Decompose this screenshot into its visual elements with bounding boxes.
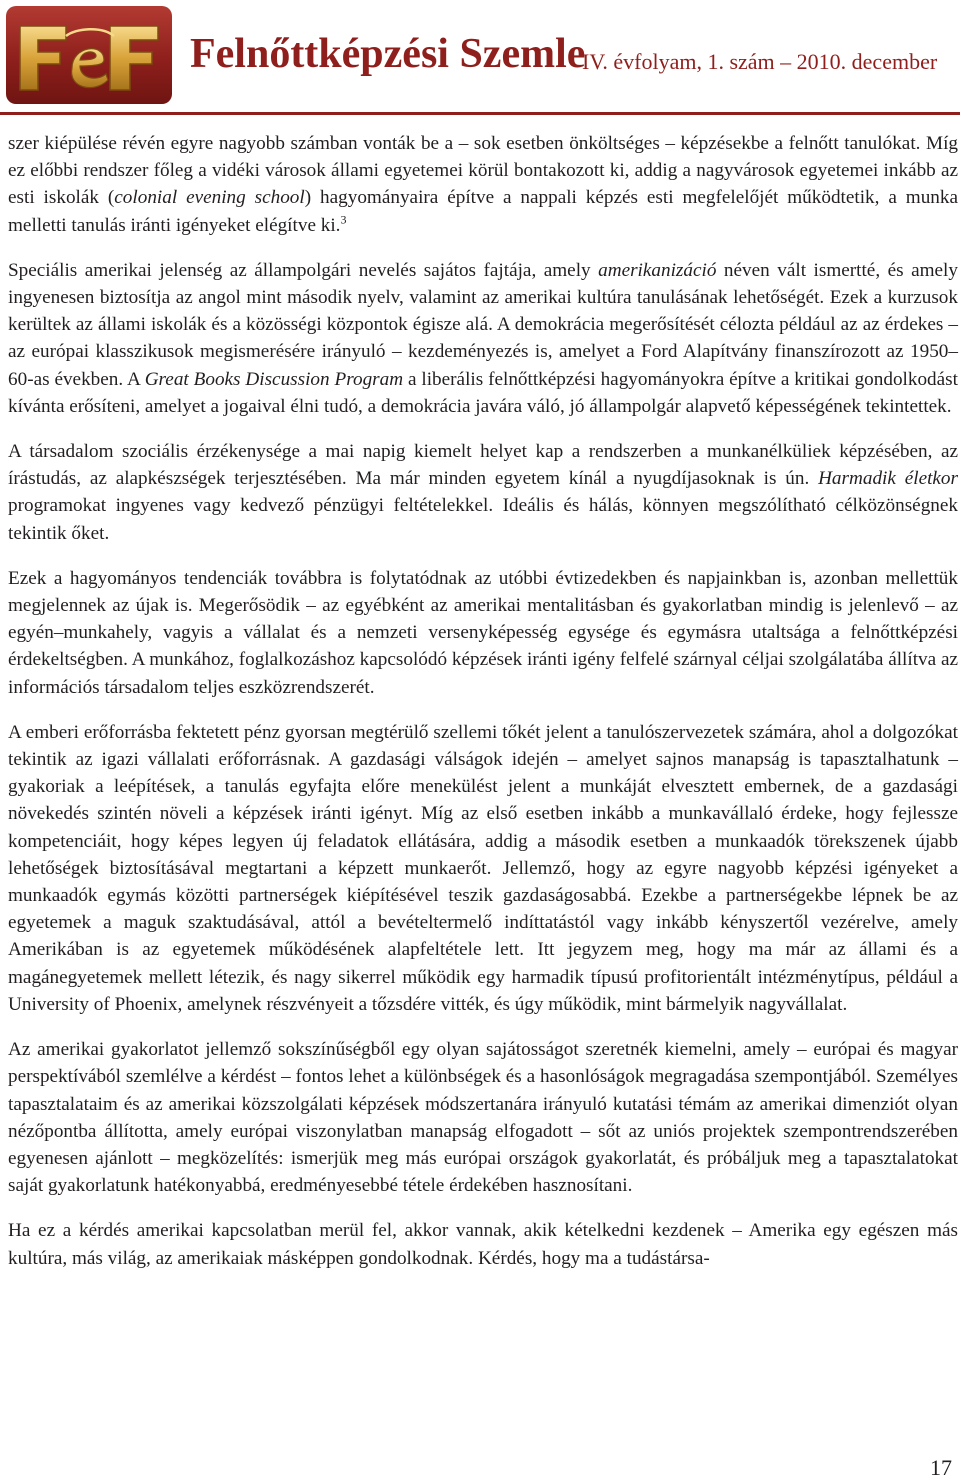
paragraph-text: Ha ez a kérdés amerikai kapcsolatban merül fel, akkor vannak, akik kételkedni kezdenek – Amerika egy egészen más kultúra, más világ, az amerikaiak másképpen gondolkodnak. Kérdés, hogy ma a tudástársa- (8, 1220, 958, 1269)
body-paragraph (8, 1217, 958, 1271)
paragraph-text: A társadalom szociális érzékenysége a mai napig kiemelt helyet kap a rendszerben a munkanélküliek képzésében, az írástudás, az alapkészségek terjesztésében. Ma már minden egyetem kínál a nyugdíjasoknak is ún. (8, 441, 958, 490)
body-paragraph (8, 1036, 958, 1199)
body-paragraph (8, 130, 958, 239)
footnote-reference: 3 (340, 212, 347, 227)
italic-term: Great Books Discussion Program (144, 368, 404, 390)
italic-term: Harmadik életkor (818, 468, 958, 490)
fef-logo-mark (6, 6, 172, 104)
header-divider (0, 112, 960, 115)
paragraph-text: A emberi erőforrásba fektetett pénz gyorsan megtérülő szellemi tőkét jelent a tanulószervezetek számára, ahol a dolgozókat tekintik az igazi vállalati erőforrásnak. A gazdasági válságok idején – amelyet sajnos manapság is tapasztalhatunk – gyakoriak a leépítések, a tanulás egyfajta előre menekülést jelent a munkáját elvesztett embernek, de a gazdasági növekedés szintén növeli a képzések iránti igényt. Míg az első esetben inkább a munkavállaló érdeke, hogy fejlessze kompetenciáit, hogy képes legyen új feladatok ellátására, addig a második esetben a munkaadók törekszenek újabb lehetőségek biztosításával megtartani a képzett munkaerőt. Jellemző, hogy az egyre nagyobb képzési igényeket a munkaadók egymás közötti partnerségek kiépítésével teszik gazdaságosabbá. Ezekbe a partnerségekbe lépnek be az egyetemek a maguk szaktudásával, attól a bevételtermelő indíttatástól vagy inkább kényszertől vezérelve, amely Amerikában is az egyetemek működésének alapfeltétele lett. Itt jegyzem meg, hogy ma már az állami és a magánegyetemek mellett létezik, és nagy sikerrel működik egy harmadik típusú profitorientált intézménytípus, például a University of Phoenix, amelynek részvényeit a tőzsdére vitték, és úgy működik, mint bármelyik nagyvállalat. (8, 721, 958, 1015)
body-paragraph (8, 438, 958, 547)
paragraph-text: Speciális amerikai jelenség az állampolgári nevelés sajátos fajtája, amely (8, 259, 599, 281)
body-paragraph (8, 719, 958, 1018)
article-body (8, 130, 958, 1290)
paragraph-text: a liberális felnőttképzési hagyományokra építve a kritikai gondolkodást kívánta erősíteni, amelyet a jogaival élni tudó, a demokrácia javára váló, jó állampolgár alapvető képességének tekintettek. (8, 368, 958, 417)
paragraph-text: programokat ingyenes vagy kedvező pénzügyi feltételekkel. Ideális és hálás, könnyen megszólítható célközönségnek tekintik őket. (8, 495, 958, 544)
italic-term: colonial evening school (114, 187, 305, 209)
paragraph-text: Ezek a hagyományos tendenciák továbbra is folytatódnak az utóbbi évtizedekben és napjainkban is, azonban mellettük megjelennek az újak is. Megerősödik – az egyébként az amerikai mentalitásban és gyakorlatban mindig is jelenlevő – az egyén–munkahely, vagyis a vállalat és a nemzeti versenyképesség egysége és egymásra utaltsága a felnőttképzési érdekeltségben. A munkához, foglalkozáshoz kapcsolódó képzések iránti igény felfelé szárnyal céljai szolgálatába állítva az információs társadalom teljes eszközrendszerét. (8, 567, 958, 698)
journal-title: Felnőttképzési Szemle (190, 31, 586, 77)
page-number: 17 (930, 1455, 952, 1480)
italic-term: amerikanizáció (598, 259, 717, 281)
paragraph-text: néven vált ismertté, és amely ingyenesen biztosítja az angol mint második nyelv, valamint az amerikai kultúra tanulásának lehetőségét. Ezek a kurzusok kerültek az állami iskolák és a közösségi központok égisze alá. A demokrácia megerősítését célozta például az az érdekes – az európai klasszikusok megismerésére irányuló – kezdeményezés is, amelyet a Ford Alapítvány finanszírozott az 1950–60-as években. A (8, 259, 958, 390)
paragraph-text: szer kiépülése révén egyre nagyobb számban vonták be a – sok esetben önköltséges – képzésekbe a felnőtt tanulókat. Míg ez előbbi rendszer főleg a vidéki városok állami egyetemei körül bontakozott ki, addig a nagyvárosok egyetemei inkább az esti iskolák ( (8, 133, 958, 209)
body-paragraph (8, 257, 958, 420)
issue-info: IV. évfolyam, 1. szám – 2010. december (582, 49, 938, 74)
paragraph-text: ) hagyományaira építve a nappali képzés esti megfelelőjét működtetik, a munka melletti tanulás iránti igényeket elégítve ki. (8, 187, 958, 236)
page-header (0, 0, 960, 108)
paragraph-text: Az amerikai gyakorlatot jellemző sokszínűségből egy olyan sajátosságot szeretnék kiemelni, amely – európai és magyar perspektívából szemlélve a kérdést – fontos lehet a különbségek és a hasonlóságok megragadása szempontjából. Személyes tapasztalataim és az amerikai közszolgálati képzések módszertanára irányuló kutatási témám az amerikai dimenziót olyan nézőpontba állította, amely európai viszonylatban manapság elfogadott – sőt az uniós projektek szempontrendszerében egyenesen ajánlott – megközelítés: ismerjük meg más európai országok gyakorlatát, és próbáljuk meg a tapasztalatokat saját gyakorlatunk hatékonyabbá, eredményesebbé tétele érdekében hasznosítani. (8, 1039, 958, 1197)
journal-logo (6, 6, 172, 104)
body-paragraph (8, 565, 958, 701)
